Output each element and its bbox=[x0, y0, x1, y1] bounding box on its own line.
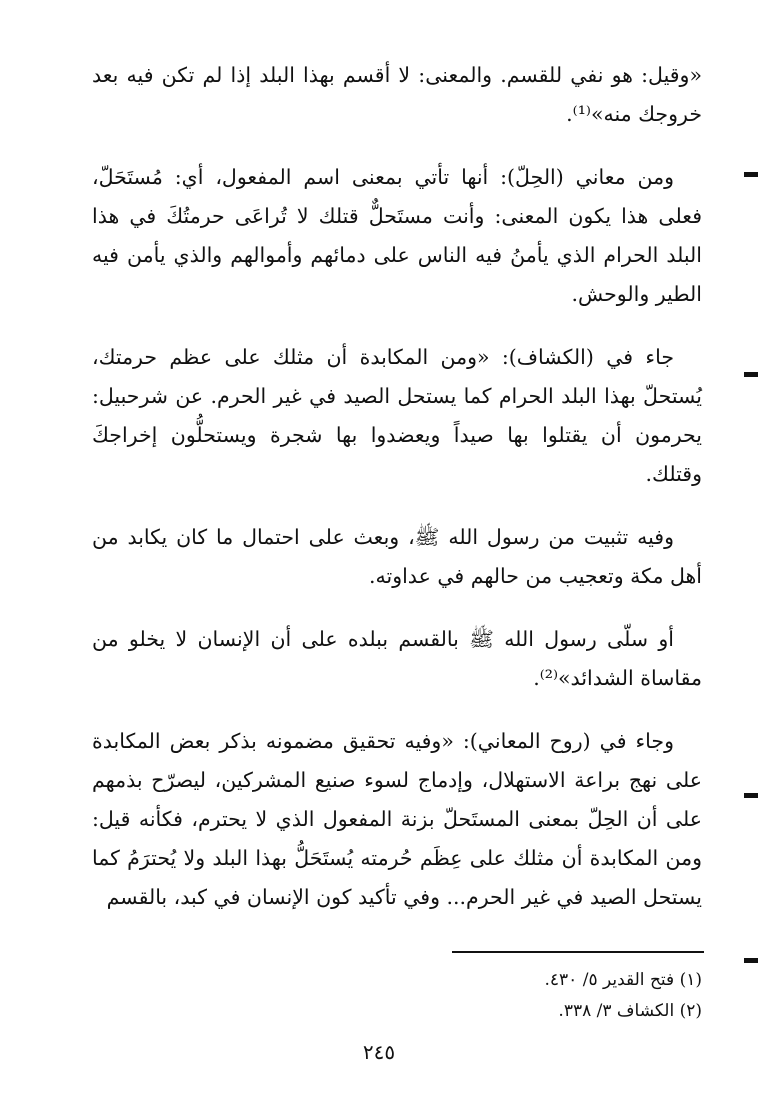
main-text bbox=[92, 56, 702, 941]
scan-edge-mark bbox=[744, 958, 758, 963]
scan-edge-mark bbox=[744, 793, 758, 798]
paragraph-6: وجاء في (روح المعاني): «وفيه تحقيق مضمونه بذكر بعض المكابدة على نهج براعة الاستهلال، وإدماج لسوء صنيع المشركين، ليصرّح بذمهم على أن الحِلّ بمعنى المستَحلّ بزنة المفعول الذي لا يحترم، فكأنه قيل: ومن المكابدة أن مثلك على عِظَم حُرمته يُستَحَلُّ بهذا البلد ولا يُحترَمُ كما يستحل الصيد في غير الحرم... وفي تأكيد كون الإنسان في كبد، بالقسم bbox=[92, 729, 702, 909]
footnote-separator bbox=[452, 951, 704, 953]
paragraph-5: أو سلّى رسول الله ﷺ بالقسم ببلده على أن الإنسان لا يخلو من مقاساة الشدائد»⁽²⁾. bbox=[92, 627, 702, 690]
scan-edge-mark bbox=[744, 372, 758, 377]
paragraph-2: ومن معاني (الحِلّ): أنها تأتي بمعنى اسم المفعول، أي: مُستَحَلّ، فعلى هذا يكون المعنى: وأنت مستَحلٌّ قتلك لا تُراعَى حرمتُكَ في هذا البلد الحرام الذي يأمنُ فيه الناس على دمائهم وأموالهم والذي يأمن فيه الطير والوحش. bbox=[92, 165, 702, 306]
footnote-2: (٢) الكشاف ٣/ ٣٣٨. bbox=[558, 1001, 702, 1021]
page-number: ٢٤٥ bbox=[362, 1040, 396, 1064]
paragraph-4: وفيه تثبيت من رسول الله ﷺ، وبعث على احتمال ما كان يكابد من أهل مكة وتعجيب من حالهم في عداوته. bbox=[92, 525, 702, 588]
paragraph-1: «وقيل: هو نفي للقسم. والمعنى: لا أقسم بهذا البلد إذا لم تكن فيه بعد خروجك منه»⁽¹⁾. bbox=[92, 63, 702, 126]
paragraph-3: جاء في (الكشاف): «ومن المكابدة أن مثلك على عظم حرمتك، يُستحلّ بهذا البلد الحرام كما يستحل الصيد في غير الحرم. عن شرحبيل: يحرمون أن يقتلوا بها صيداً ويعضدوا بها شجرة ويستحلُّون إخراجكَ وقتلك. bbox=[92, 345, 702, 486]
footnote-1: (١) فتح القدير ٥/ ٤٣٠. bbox=[544, 970, 702, 990]
scan-edge-mark bbox=[744, 172, 758, 177]
footnotes bbox=[380, 965, 702, 1027]
